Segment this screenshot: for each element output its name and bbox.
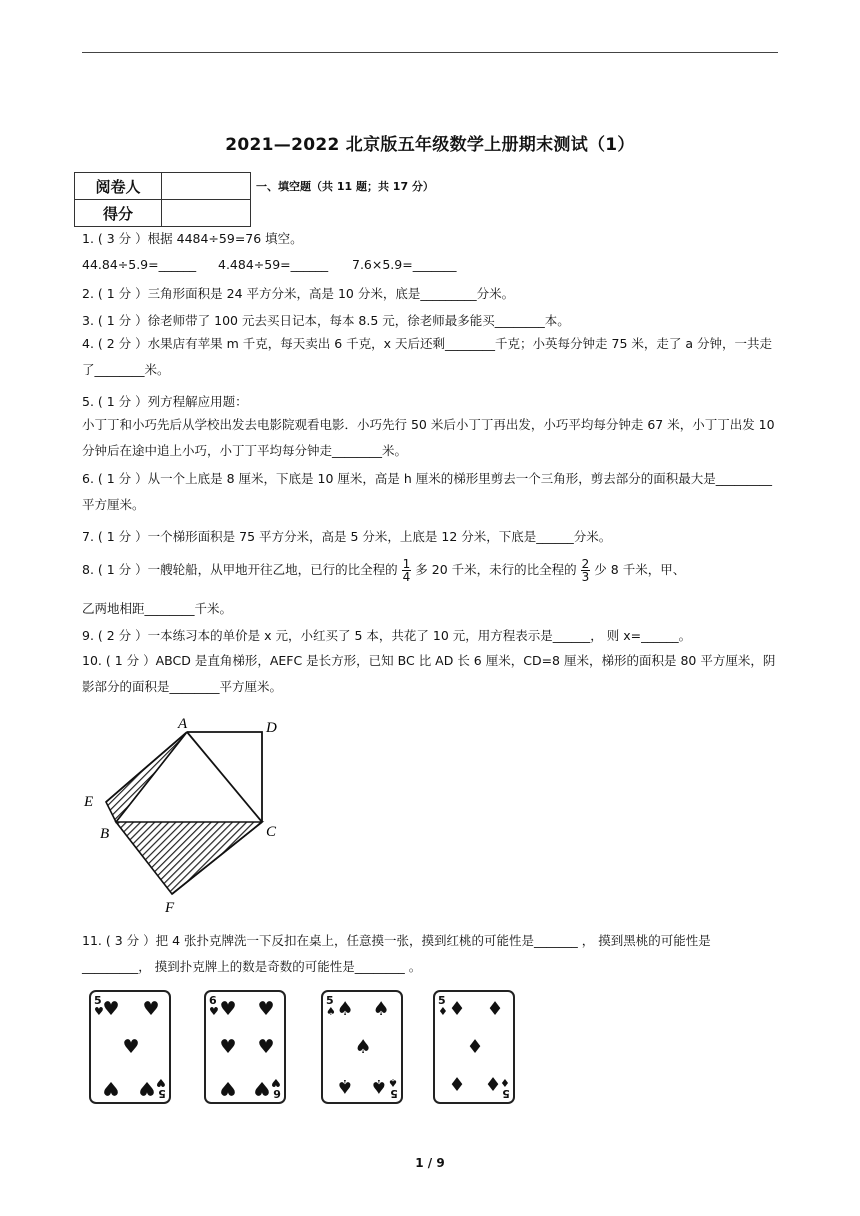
label-f: F xyxy=(165,900,175,916)
heart-icon: ♥ xyxy=(257,998,275,1020)
card-rank: 5 xyxy=(390,1087,398,1100)
shaded-triangle-abe xyxy=(106,732,187,822)
question-1-sub-1: 44.84÷5.9=______ xyxy=(82,257,197,272)
question-7: 7. ( 1 分 ）一个梯形面积是 75 平方分米，高是 5 分米，上底是 12 分米，下底是______分米。 xyxy=(82,529,612,544)
question-4: 4. ( 2 分 ）水果店有苹果 m 千克，每天卖出 6 千克，x 天后还剩________千克；小英每分钟走 75 米，走了 a 分钟，一共走了________米。 xyxy=(82,336,773,377)
score-row xyxy=(75,173,251,200)
heart-icon: ♥ xyxy=(219,998,237,1020)
question-5-head: 5. ( 1 分 ）列方程解应用题： xyxy=(82,394,248,409)
label-d: D xyxy=(266,720,277,736)
heart-icon: ♥ xyxy=(102,1077,120,1099)
diamond-icon: ♦ xyxy=(448,1074,466,1096)
playing-card-5-spades xyxy=(321,990,403,1104)
section-heading: 一、填空题（共 11 题；共 17 分） xyxy=(256,180,434,193)
grader-value xyxy=(162,173,251,200)
trapezoid-figure xyxy=(70,708,300,918)
spade-icon: ♠ xyxy=(370,1075,388,1097)
heart-icon: ♥ xyxy=(102,998,120,1020)
question-10: 10. ( 1 分 ）ABCD 是直角梯形，AEFC 是长方形，已知 BC 比 AD 长 6 厘米，CD=8 厘米，梯形的面积是 80 平方厘米，阴影部分的面积是________平方厘米。 xyxy=(82,653,776,694)
card-corner xyxy=(271,1077,281,1099)
playing-card-5-hearts xyxy=(89,990,171,1104)
diamond-icon: ♦ xyxy=(484,1074,502,1096)
question-2: 2. ( 1 分 ）三角形面积是 24 平方分米，高是 10 分米，底是_________分米。 xyxy=(82,286,515,301)
heart-icon: ♥ xyxy=(253,1077,271,1099)
heart-icon: ♥ xyxy=(122,1036,140,1058)
score-label: 得分 xyxy=(75,200,162,227)
heart-icon: ♥ xyxy=(142,998,160,1020)
diamond-icon: ♦ xyxy=(486,998,504,1020)
question-8-cont: 乙两地相距________千米。 xyxy=(82,601,233,616)
playing-card-6-hearts xyxy=(204,990,286,1104)
diamond-icon: ♦ xyxy=(448,998,466,1020)
label-a: A xyxy=(178,716,188,732)
question-3: 3. ( 1 分 ）徐老师带了 100 元去买日记本，每本 8.5 元，徐老师最多能买________本。 xyxy=(82,313,570,328)
question-1: 1. ( 3 分 ）根据 4484÷59=76 填空。 xyxy=(82,231,303,246)
fraction-numerator: 2 xyxy=(581,557,590,571)
score-value xyxy=(162,200,251,227)
heart-icon: ♥ xyxy=(257,1036,275,1058)
question-8-text-c: 少 8 千米，甲、 xyxy=(594,562,686,577)
fraction-two-thirds xyxy=(581,558,591,583)
fraction-denominator: 4 xyxy=(402,570,411,584)
spade-icon: ♠ xyxy=(336,998,354,1020)
question-8-text-b: 多 20 千米，未行的比全程的 xyxy=(415,562,577,577)
fraction-one-quarter xyxy=(402,558,412,583)
card-rank: 5 xyxy=(158,1087,166,1100)
label-b: B xyxy=(100,826,110,842)
question-8-text-a: 8. ( 1 分 ）一艘轮船，从甲地开往乙地，已行的比全程的 xyxy=(82,562,398,577)
heart-icon: ♥ xyxy=(156,1076,166,1089)
heart-icon: ♥ xyxy=(271,1076,281,1089)
question-6: 6. ( 1 分 ）从一个上底是 8 厘米，下底是 10 厘米，高是 h 厘米的梯形里剪去一个三角形，剪去部分的面积最大是_________平方厘米。 xyxy=(82,471,773,512)
playing-card-5-diamonds xyxy=(433,990,515,1104)
question-8 xyxy=(82,558,685,583)
question-9: 9. ( 2 分 ）一本练习本的单价是 x 元，小红买了 5 本，共花了 10 元，用方程表示是______， 则 x=______。 xyxy=(82,628,692,643)
fraction-numerator: 1 xyxy=(402,557,411,571)
diamond-icon: ♦ xyxy=(500,1076,510,1089)
page-number: 1 / 9 xyxy=(415,1156,445,1170)
card-rank: 5 xyxy=(326,994,334,1007)
spade-icon: ♠ xyxy=(354,1036,372,1058)
spade-icon: ♠ xyxy=(326,1005,336,1018)
diamond-icon: ♦ xyxy=(438,1005,448,1018)
card-rank: 6 xyxy=(273,1087,281,1100)
card-rank: 5 xyxy=(502,1087,510,1100)
fraction-denominator: 3 xyxy=(581,570,590,584)
label-e: E xyxy=(84,794,94,810)
score-row xyxy=(75,200,251,227)
card-corner xyxy=(500,1077,510,1099)
card-corner xyxy=(156,1077,166,1099)
card-rank: 5 xyxy=(94,994,102,1007)
question-11: 11. ( 3 分 ）把 4 张扑克牌洗一下反扣在桌上，任意摸一张，摸到红桃的可能性是_______ ， 摸到黑桃的可能性是_________， 摸到扑克牌上的数是奇数的可能性是________ 。 xyxy=(82,933,711,974)
heart-icon: ♥ xyxy=(94,1005,104,1018)
grader-label: 阅卷人 xyxy=(75,173,162,200)
spade-icon: ♠ xyxy=(336,1075,354,1097)
diagonal-ac xyxy=(187,732,262,822)
heart-icon: ♥ xyxy=(219,1077,237,1099)
question-1-sub-2: 4.484÷59=______ xyxy=(218,257,329,272)
heart-icon: ♥ xyxy=(209,1005,219,1018)
heart-icon: ♥ xyxy=(219,1036,237,1058)
header-rule xyxy=(82,52,778,53)
question-5-body: 小丁丁和小巧先后从学校出发去电影院观看电影．小巧先行 50 米后小丁丁再出发，小巧平均每分钟走 67 米，小丁丁出发 10 分钟后在途中追上小巧，小丁丁平均每分钟走________米。 xyxy=(82,417,775,458)
heart-icon: ♥ xyxy=(138,1077,156,1099)
shaded-triangle-bcf xyxy=(116,822,262,894)
card-rank: 5 xyxy=(438,994,446,1007)
card-rank: 6 xyxy=(209,994,217,1007)
edge-ab xyxy=(116,732,187,822)
label-c: C xyxy=(266,824,277,840)
edge-ae xyxy=(106,732,187,802)
spade-icon: ♠ xyxy=(388,1076,398,1089)
score-table xyxy=(74,172,251,227)
diamond-icon: ♦ xyxy=(466,1036,484,1058)
question-1-sub-3: 7.6×5.9=_______ xyxy=(352,257,457,272)
page-title: 2021—2022 北京版五年级数学上册期末测试（1） xyxy=(225,135,635,155)
spade-icon: ♠ xyxy=(372,998,390,1020)
card-corner xyxy=(388,1077,398,1099)
